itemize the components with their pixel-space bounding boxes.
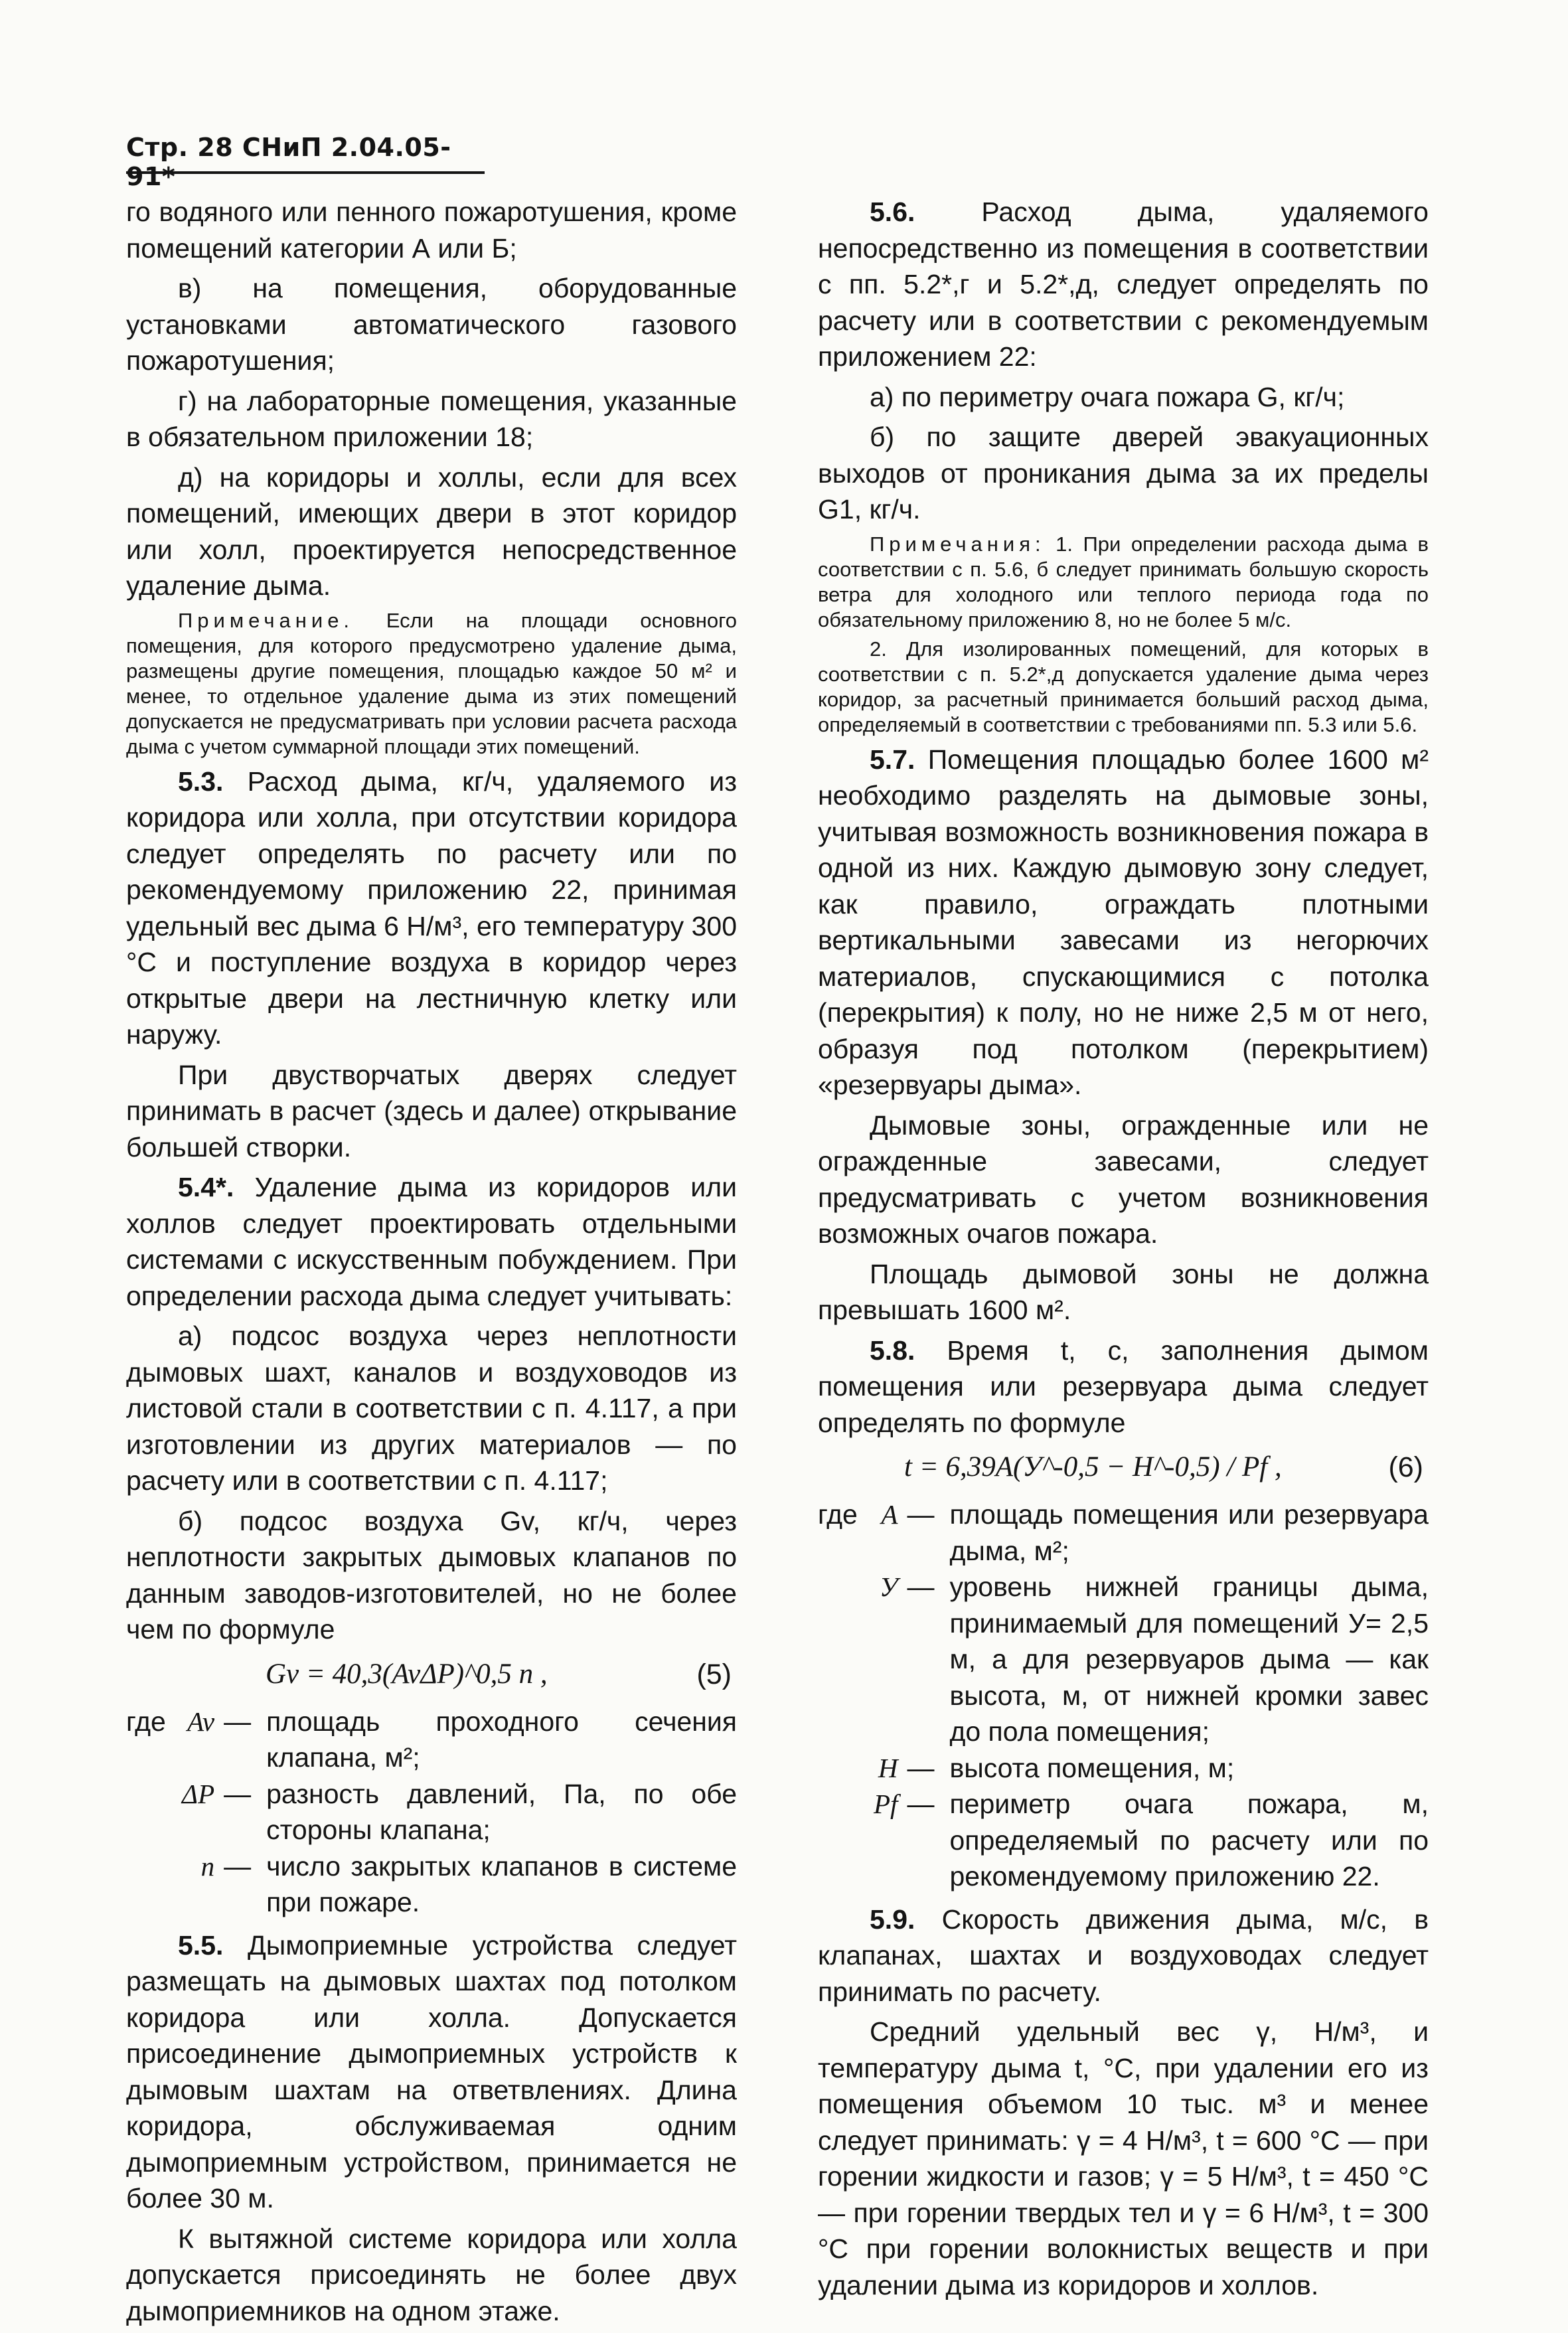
note-1 — [818, 532, 1429, 633]
where-row: У — уровень нижней границы дыма, принимаемый для помещений У= 2,5 м, а для резервуаров дыма — как высота, м, от нижней кромки завес до пола помещения; — [818, 1569, 1429, 1750]
section-number: 5.5. — [178, 1929, 224, 1961]
formula-expression: t = 6,39A(У^-0,5 − H^-0,5) / Pf , — [904, 1451, 1282, 1483]
symbol: H — [878, 1752, 898, 1783]
section-text: Время t, с, заполнения дымом помещения или резервуара дыма следует определять по формуле — [818, 1334, 1429, 1438]
section-number: 5.4*. — [178, 1172, 234, 1202]
paragraph: д) на коридоры и холлы, если для всех помещений, имеющих двери в этот коридор или холл, проектируется непосредственное удаление дыма. — [126, 461, 737, 601]
paragraph: б) подсос воздуха Gv, кг/ч, через неплотности закрытых дымовых клапанов по данным заводов-изготовителей, но не более чем по формуле — [126, 1505, 737, 1645]
paragraph: При двустворчатых дверях следует принимать в расчет (здесь и далее) открывание большей створки. — [126, 1059, 737, 1163]
section-number: 5.9. — [870, 1903, 915, 1935]
symbol-description: число закрытых клапанов в системе при пожаре. — [266, 1850, 737, 1917]
where-row: ΔP — разность давлений, Па, по обе стороны клапана; — [126, 1776, 737, 1848]
symbol-description: площадь помещения или резервуара дыма, м²; — [949, 1499, 1429, 1566]
symbol: ΔP — [182, 1778, 215, 1809]
section-5-9 — [818, 1901, 1429, 2010]
section-text: Скорость движения дыма, м/с, в клапанах, шахтах и воздуховодах следует принимать по расчету. — [818, 1903, 1429, 2007]
section-number: 5.7. — [870, 744, 915, 775]
symbol: У — [879, 1571, 898, 1602]
note-text: 1. При определении расхода дыма в соответствии с п. 5.6, б следует принимать большую скорость ветра для холодного или теплого периода года по обязательному приложению 8, но не более 5 м/с. — [818, 532, 1429, 631]
formula-6 — [818, 1446, 1429, 1488]
right-column — [818, 194, 1429, 2307]
where-row: n — число закрытых клапанов в системе при пожаре. — [126, 1848, 737, 1921]
where-list-6 — [818, 1496, 1429, 1895]
symbol-description: уровень нижней границы дыма, принимаемый для помещений У= 2,5 м, а для резервуаров дыма — как высота, м, от нижней кромки завес до пола помещения; — [949, 1571, 1429, 1747]
note-text: Если на площади основного помещения, для которого предусмотрено удаление дыма, размещены другие помещения, площадью каждое 50 м² и менее, то отдельное удаление дыма из этих помещений допускается не предусматривать при условии расчета расхода дыма с учетом суммарной площади этих помещений. — [126, 608, 737, 758]
left-column — [126, 194, 737, 2333]
paragraph: Дымовые зоны, огражденные или не огражденные завесами, следует предусматривать с учетом возникновения возможных очагов пожара. — [818, 1109, 1429, 1249]
section-number: 5.3. — [178, 765, 224, 797]
where-list-5 — [126, 1704, 737, 1921]
page-header — [126, 133, 485, 191]
where-row: H — высота помещения, м; — [818, 1750, 1429, 1787]
note — [126, 608, 737, 760]
paragraph: б) по защите дверей эвакуационных выходов от проникания дыма за их пределы G1, кг/ч. — [818, 422, 1429, 524]
section-5-6 — [818, 194, 1429, 375]
section-text: Удаление дыма из коридоров или холлов следует проектировать отдельными системами с искусственным побуждением. При определении расхода дыма следует учитывать: — [126, 1172, 737, 1311]
paragraph: в) на помещения, оборудованные установками автоматического газового пожаротушения; — [126, 273, 737, 376]
symbol-description: площадь проходного сечения клапана, м²; — [266, 1706, 737, 1773]
page-header-text: Стр. 28 СНиП 2.04.05-91* — [126, 133, 451, 191]
paragraph: Площадь дымовой зоны не должна превышать 1600 м². — [818, 1258, 1429, 1325]
symbol: Pf — [874, 1789, 898, 1819]
section-text: Дымоприемные устройства следует размещать на дымовых шахтах под потолком коридора или холла. Допускается присоединение дымоприемных устройств к дымовым шахтам на ответвлениях. Длина коридора, обслуживаемая одним дымоприемным устройством, принимается не более 30 м. — [126, 1929, 737, 2213]
symbol-description: разность давлений, Па, по обе стороны клапана; — [266, 1778, 737, 1845]
note-2: 2. Для изолированных помещений, для которых в соответствии с п. 5.2*,д допускается удаление дыма через коридор, за расчетный принимается больший расход дыма, определяемый в соответствии с требованиями пп. 5.3 или 5.6. — [818, 637, 1429, 736]
formula-expression: Gv = 40,3(AvΔP)^0,5 n , — [266, 1658, 548, 1690]
paragraph: г) на лабораторные помещения, указанные в обязательном приложении 18; — [126, 385, 737, 452]
section-number: 5.6. — [870, 197, 915, 227]
formula-number: (5) — [696, 1658, 732, 1690]
formula-5 — [126, 1653, 737, 1696]
paragraph: а) по периметру очага пожара G, кг/ч; — [870, 381, 1345, 412]
section-text: Помещения площадью более 1600 м² необходимо разделять на дымовые зоны, учитывая возможность возникновения пожара в одной из них. Каждую дымовую зону следует, как правило, ограждать плотными вертикальными завесами из негорючих материалов, спускающимися с потолка (перекрытия) к полу, но не ниже 2,5 м от него, образуя под потолком (перекрытием) «резервуары дыма». — [818, 744, 1429, 1100]
section-number: 5.8. — [870, 1334, 915, 1366]
note-label: Примечание. — [178, 608, 354, 632]
symbol-description: периметр очага пожара, м, определяемый по расчету или по рекомендуемому приложению 22. — [949, 1789, 1429, 1891]
symbol: Av — [187, 1706, 215, 1737]
section-text: Расход дыма, кг/ч, удаляемого из коридора или холла, при отсутствии коридора следует определять по расчету или по рекомендуемому приложению 22, принимая удельный вес дыма 6 Н/м³, его температуру 300 °С и поступление воздуха в коридор через открытые двери на лестничную клетку или наружу. — [126, 765, 737, 1050]
where-word: где — [126, 1706, 166, 1737]
paragraph: а) подсос воздуха через неплотности дымовых шахт, каналов и воздуховодов из листовой стали в соответствии с п. 4.117, а при изготовлении из других материалов — по расчету или в соответствии с п. 4.117; — [126, 1321, 737, 1496]
section-5-4 — [126, 1169, 737, 1314]
symbol: A — [881, 1499, 898, 1530]
paragraph: Средний удельный вес γ, Н/м³, и температуру дыма t, °С, при удалении его из помещения объемом 10 тыс. м³ и менее следует принимать: γ = 4 Н/м³, t = 600 °С — при горении жидкости и газов; γ = 5 Н/м³, t = 450 °С — при горении твердых тел и γ = 6 Н/м³, t = 300 °С при горении волокнистых веществ и при удалении дыма из коридоров и холлов. — [818, 2016, 1429, 2300]
formula-number: (6) — [1388, 1451, 1423, 1483]
note-label: Примечания: — [870, 532, 1046, 556]
symbol-description: высота помещения, м; — [949, 1752, 1235, 1783]
symbol: n — [200, 1850, 215, 1882]
section-5-5 — [126, 1927, 737, 2217]
where-word: где — [818, 1499, 858, 1530]
where-row: Pf — периметр очага пожара, м, определяемый по расчету или по рекомендуемому приложению 22. — [818, 1786, 1429, 1895]
section-5-7 — [818, 742, 1429, 1103]
where-row: где Av — площадь проходного сечения клапана, м²; — [126, 1704, 737, 1776]
section-5-3 — [126, 764, 737, 1053]
paragraph: К вытяжной системе коридора или холла допускается присоединять не более двух дымоприемников на одном этаже. — [126, 2223, 737, 2326]
section-5-8 — [818, 1332, 1429, 1441]
where-row: где A — площадь помещения или резервуара дыма, м²; — [818, 1496, 1429, 1569]
paragraph: го водяного или пенного пожаротушения, кроме помещений категории А или Б; — [126, 197, 737, 264]
section-text: Расход дыма, удаляемого непосредственно из помещения в соответствии с пп. 5.2*,г и 5.2*,д, следует определять по расчету или в соответствии с рекомендуемым приложением 22: — [818, 197, 1429, 372]
